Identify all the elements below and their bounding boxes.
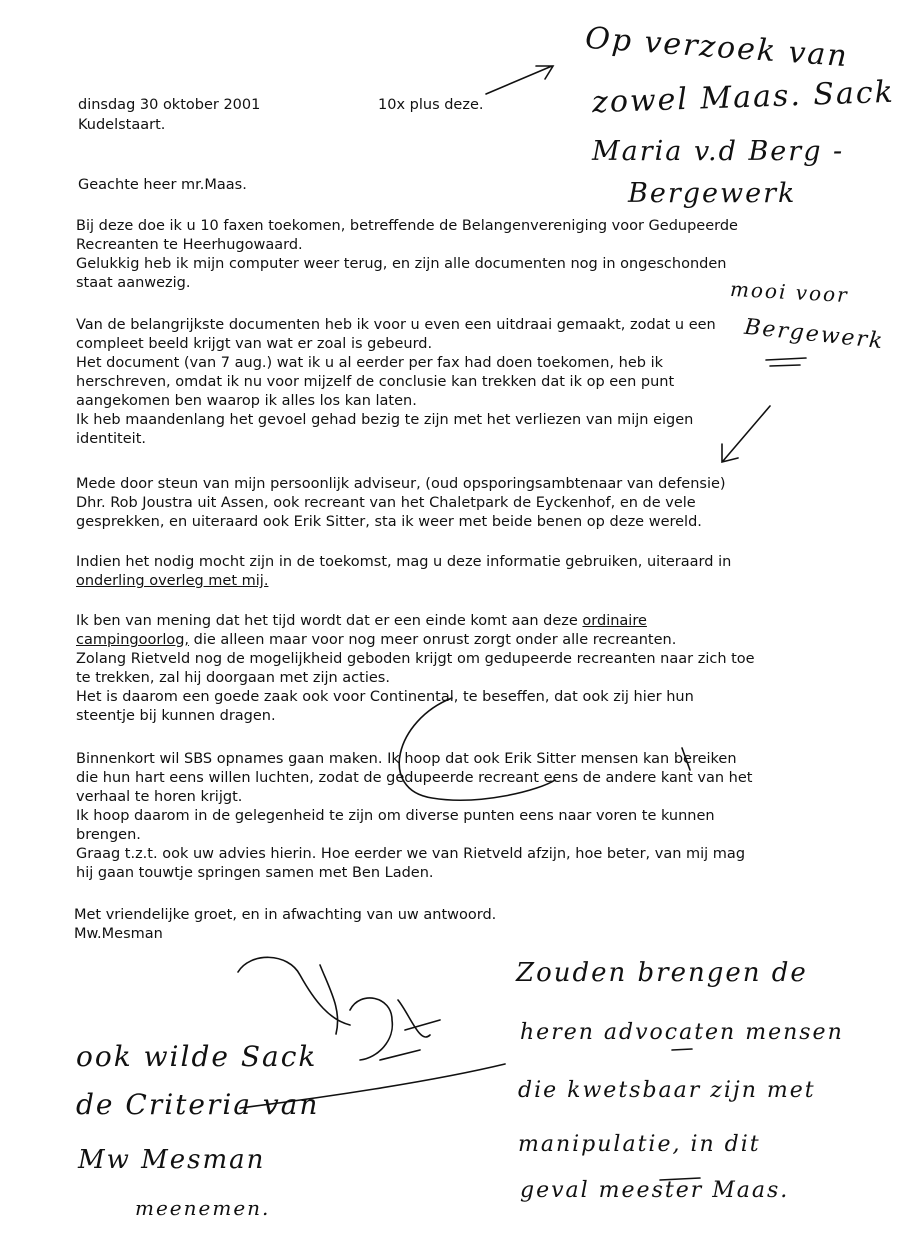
paragraph-3 [76, 475, 776, 532]
text-line: Dhr. Rob Joustra uit Assen, ook recreant van het Chaletpark de Eyckenhof, en de vele [76, 495, 696, 511]
text-line [76, 631, 776, 650]
handwritten-note: manipulatie, in dit [518, 1132, 761, 1157]
text-line: identiteit. [76, 431, 146, 447]
handwritten-note: Zouden brengen de [516, 958, 808, 988]
text-line: verhaal te horen krijgt. [76, 789, 243, 805]
text-line: Graag t.z.t. ook uw advies hierin. Hoe eerder we van Rietveld afzijn, hoe beter, van mij mag [76, 846, 746, 862]
handwritten-note: heren advocaten mensen [520, 1020, 844, 1045]
handwritten-note: Bergewerk [628, 178, 797, 209]
text-line: Gelukkig heb ik mijn computer weer terug, en zijn alle documenten nog in ongeschonden [76, 256, 727, 272]
paragraph-4 [76, 553, 776, 591]
text-segment: die alleen maar voor nog meer onrust zorgt onder alle recreanten. [189, 632, 677, 648]
text-line: Bij deze doe ik u 10 faxen toekomen, betreffende de Belangenvereniging voor Gedupeerde [76, 218, 738, 234]
text-line: Van de belangrijkste documenten heb ik voor u even een uitdraai gemaakt, zodat u een [76, 317, 716, 333]
handwritten-note: ook wilde Sack [76, 1040, 318, 1073]
text-line: hij gaan touwtje springen samen met Ben Laden. [76, 865, 434, 881]
paragraph-5 [76, 612, 776, 726]
text-line: Binnenkort wil SBS opnames gaan maken. Ik hoop dat ook Erik Sitter mensen kan bereiken [76, 751, 737, 767]
text-line: steentje bij kunnen dragen. [76, 708, 276, 724]
handwritten-note: meenemen. [135, 1196, 271, 1220]
text-line: die hun hart eens willen luchten, zodat de gedupeerde recreant eens de andere kant van het [76, 770, 753, 786]
closing-line: Met vriendelijke groet, en in afwachting van uw antwoord. [74, 907, 497, 923]
paragraph-6 [76, 750, 776, 883]
text-segment: Ik ben van mening dat het tijd wordt dat er een einde komt aan deze [76, 613, 583, 629]
text-line [76, 612, 776, 631]
text-line: gesprekken, en uiteraard ook Erik Sitter, sta ik weer met beide benen op deze wereld. [76, 514, 702, 530]
handwritten-note: zowel Maas. Sack [591, 74, 896, 121]
underlined-text: campingoorlog, [76, 632, 190, 648]
arrow-icon [486, 66, 553, 94]
paragraph-1 [76, 217, 776, 293]
text-line: Recreanten te Heerhugowaard. [76, 237, 303, 253]
text-line: Het document (van 7 aug.) wat ik u al eerder per fax had doen toekomen, heb ik [76, 355, 664, 371]
text-line: herschreven, omdat ik nu voor mijzelf de conclusie kan trekken dat ik op een punt [76, 374, 675, 390]
text-line: Zolang Rietveld nog de mogelijkheid geboden krijgt om gedupeerde recreanten naar zich toe [76, 651, 755, 667]
underlined-text: onderling overleg met mij. [76, 573, 269, 589]
text-line: aangekomen ben waarop ik alles los kan laten. [76, 393, 417, 409]
sender-name: Mw.Mesman [74, 926, 163, 942]
handwritten-margin-note: mooi voor [729, 276, 850, 308]
handwritten-note: die kwetsbaar zijn met [518, 1078, 816, 1103]
handwritten-note: Maria v.d Berg - [592, 136, 845, 167]
text-line: Indien het nodig mocht zijn in de toekomst, mag u deze informatie gebruiken, uiteraard in [76, 554, 732, 570]
handwritten-note: geval meester Maas. [520, 1178, 790, 1203]
text-line: Mede door steun van mijn persoonlijk adviseur, (oud opsporingsambtenaar van defensie) [76, 476, 726, 492]
handwritten-margin-note: Bergewerk [743, 314, 886, 355]
text-line: brengen. [76, 827, 141, 843]
underline-mark [672, 1049, 692, 1050]
text-line: te trekken, zal hij doorgaan met zijn acties. [76, 670, 390, 686]
handwritten-note: de Criteria van [76, 1088, 320, 1121]
text-line: Het is daarom een goede zaak ook voor Continental, te beseffen, dat ook zij hier hun [76, 689, 694, 705]
letter-date: dinsdag 30 oktober 2001 [78, 97, 261, 113]
text-line: staat aanwezig. [76, 275, 191, 291]
text-line: compleet beeld krijgt van wat er zoal is gebeurd. [76, 336, 433, 352]
handwritten-note: Op verzoek van [584, 20, 850, 75]
salutation: Geachte heer mr.Maas. [78, 177, 247, 193]
paragraph-2 [76, 316, 776, 449]
letter-place: Kudelstaart. [78, 117, 166, 133]
text-line: Ik hoop daarom in de gelegenheid te zijn om diverse punten eens naar voren te kunnen [76, 808, 715, 824]
fax-count-note: 10x plus deze. [378, 97, 484, 113]
handwritten-note: Mw Mesman [78, 1145, 266, 1175]
text-line: Ik heb maandenlang het gevoel gehad bezig te zijn met het verliezen van mijn eigen [76, 412, 694, 428]
underlined-text: ordinaire [582, 613, 647, 629]
